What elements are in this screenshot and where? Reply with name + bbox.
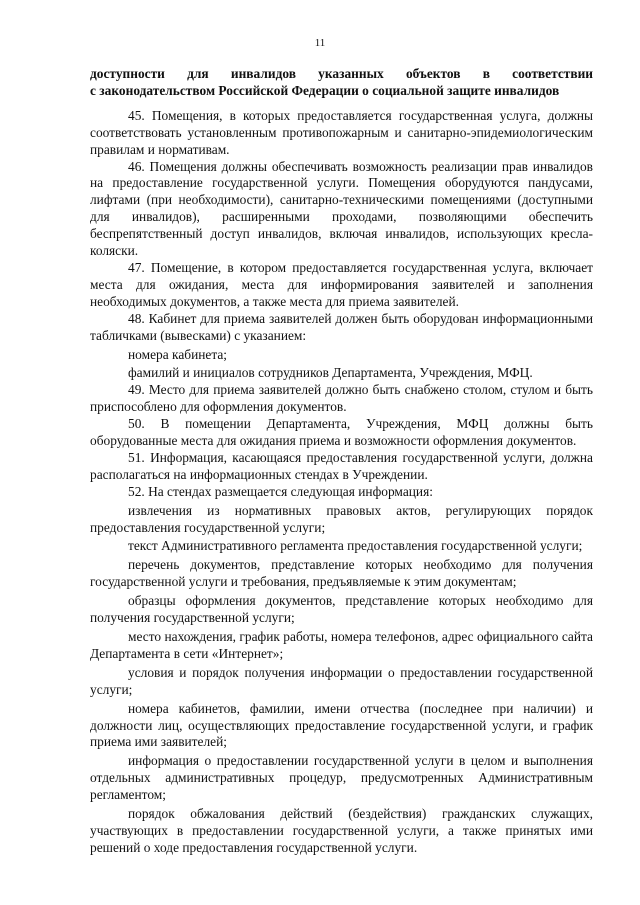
list-item: номера кабинетов, фамилии, имени отчества (последнее при наличии) и должности лиц, осуществляющих предоставление государственной услуги, и график приема ими заявителей;: [90, 700, 593, 750]
list-item: место нахождения, график работы, номера телефонов, адрес официального сайта Департамента в сети «Интернет»;: [90, 629, 593, 661]
list-item: информация о предоставлении государственной услуги в целом и выполнения отдельных административных процедур, предусмотренных Административным регламентом;: [90, 753, 593, 803]
list-item: порядок обжалования действий (бездействия) гражданских служащих, участвующих в предоставлении государственной услуги, а также принятых ими решений о ходе предоставления государственной услуги.: [90, 806, 593, 855]
paragraph-50: 50. В помещении Департамента, Учреждения, МФЦ должны быть оборудованные места для ожидания приема и возможности оформления документов.: [90, 416, 593, 449]
paragraph-45: 45. Помещения, в которых предоставляется государственная услуга, должны соответствовать установленным противопожарным и санитарно-эпидемиологическим правилам и нормативам.: [90, 107, 593, 157]
list-item: фамилий и инициалов сотрудников Департамента, Учреждения, МФЦ.: [128, 365, 533, 381]
paragraph-48: 48. Кабинет для приема заявителей должен быть оборудован информационными табличками (вывесками) с указанием:: [90, 310, 593, 343]
section-heading-line-1: доступности для инвалидов указанных объектов в соответствии: [90, 66, 593, 81]
paragraph-49: 49. Место для приема заявителей должно быть снабжено столом, стулом и быть приспособлено для оформления документов.: [90, 382, 593, 415]
list-item: номера кабинета;: [128, 346, 228, 362]
paragraph-46: 46. Помещения должны обеспечивать возможность реализации прав инвалидов на предоставление государственной услуги. Помещения оборудуются пандусами, лифтами (при необходимости), санитарно-техническими помещениями (доступными для инвалидов), расширенными проходами, позволяющими обеспечить беспрепятственный доступ инвалидов, включая инвалидов, использующих кресла-коляски.: [90, 158, 593, 259]
list-item: извлечения из нормативных правовых актов, регулирующих порядок предоставления государственной услуги;: [90, 502, 593, 535]
paragraph-51: 51. Информация, касающаяся предоставления государственной услуги, должна располагаться на информационных стендах в Учреждении.: [90, 449, 593, 482]
paragraph-52: 52. На стендах размещается следующая информация:: [128, 483, 433, 499]
list-item: образцы оформления документов, представление которых необходимо для получения государственной услуги;: [90, 593, 593, 626]
page-number: 11: [314, 37, 326, 49]
list-item: текст Административного регламента предоставления государственной услуги;: [128, 538, 583, 554]
list-item: условия и порядок получения информации о предоставлении государственной услуги;: [90, 664, 593, 697]
paragraph-47: 47. Помещение, в котором предоставляется государственная услуга, включает места для ожидания, места для информирования заявителей и заполнения необходимых документов, а также места для приема заявителей.: [90, 259, 593, 309]
document-body: [90, 66, 593, 857]
section-heading-line-2: с законодательством Российской Федерации о социальной защите инвалидов: [90, 82, 560, 98]
list-item: перечень документов, представление которых необходимо для получения государственной услуги и требования, предъявляемые к этим документам;: [90, 557, 593, 590]
